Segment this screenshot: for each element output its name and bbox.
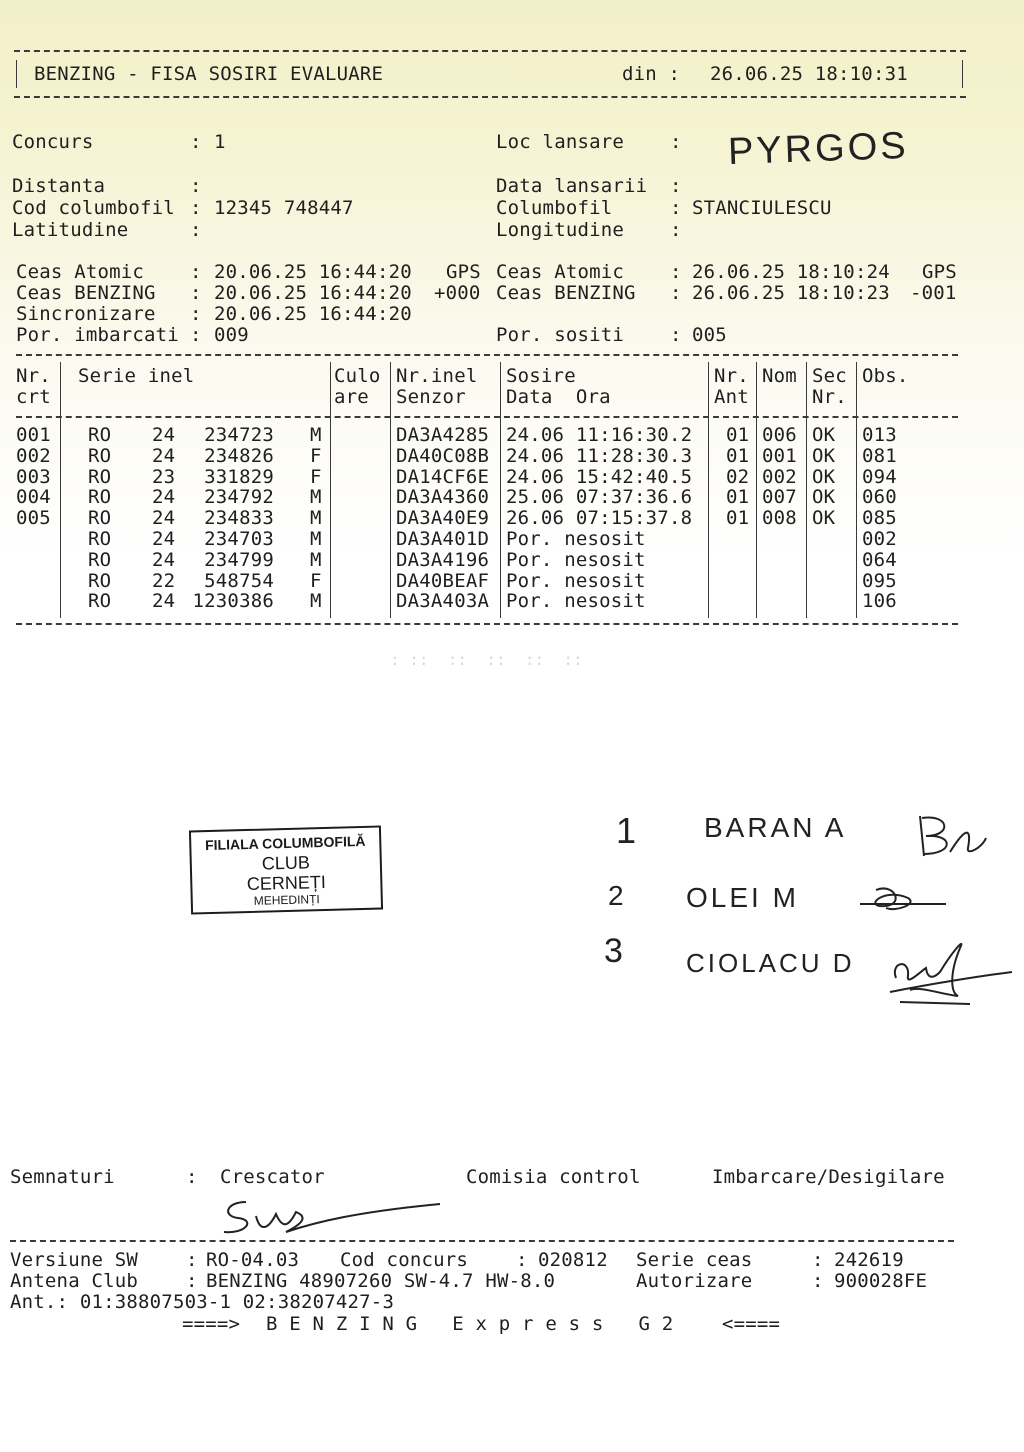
colon: : <box>670 175 682 197</box>
cell-sex: M <box>310 424 322 446</box>
cell-sec: OK <box>812 424 836 446</box>
cell-nr: 001 <box>16 424 51 446</box>
cod-value: 12345 748447 <box>214 197 354 219</box>
antena-value: BENZING 48907260 SW-4.7 HW-8.0 <box>206 1270 556 1292</box>
header-left-border <box>16 60 17 88</box>
colon: : <box>190 175 202 197</box>
clock-right-0-extra: GPS <box>922 261 957 283</box>
colon: : <box>190 197 202 219</box>
cell-obs: 064 <box>862 548 897 571</box>
distanta-label: Distanta <box>12 175 106 197</box>
data-lansarii-label: Data lansarii <box>496 175 648 197</box>
header-are: are <box>334 386 369 408</box>
cell-an: 24 <box>152 507 176 530</box>
header-culo: Culo <box>334 365 381 387</box>
stamp-line-4: MEHEDINȚI <box>253 892 320 908</box>
col-divider <box>856 362 857 618</box>
cell-inel: 234833 <box>204 507 274 530</box>
cell-sex: F <box>310 569 322 592</box>
imbarcati-value: 009 <box>214 324 249 346</box>
colon: : <box>670 131 682 153</box>
cell-sex: F <box>310 444 322 467</box>
cell-sex: M <box>310 507 322 530</box>
cell-sosire: Por. nesosit <box>506 528 646 550</box>
committee-name-3: CIOLACU D <box>686 948 855 978</box>
loc-value-handwritten: PYRGOS <box>727 124 910 174</box>
cell-obs: 094 <box>862 465 897 488</box>
colon: : <box>670 197 682 219</box>
autorizare-value: 900028FE <box>834 1270 928 1292</box>
cell-tara: RO <box>88 486 112 509</box>
header-ant-nr: Nr. <box>714 365 749 387</box>
stamp-line-3: CERNEȚI <box>246 871 327 895</box>
semnaturi-label: Semnaturi <box>10 1166 115 1188</box>
stamp-line-2: CLUB <box>261 852 311 874</box>
cell-ant: 01 <box>726 444 750 467</box>
header-senzor: Senzor <box>396 386 466 408</box>
cell-senzor: DA40C08B <box>396 444 490 467</box>
cell-sosire: 24.06 11:16:30.2 <box>506 424 693 446</box>
committee-name-2: OLEI M <box>686 882 799 913</box>
brand-name: B E N Z I N G E x p r e s s G 2 <box>266 1313 674 1335</box>
cod-concurs-label: Cod concurs <box>340 1249 469 1271</box>
cell-an: 24 <box>152 486 176 509</box>
cell-tara: RO <box>88 528 112 550</box>
cell-sec: OK <box>812 465 836 488</box>
versiune-label: Versiune SW <box>10 1249 139 1271</box>
header-sosire: Sosire <box>506 365 576 387</box>
header-top-border <box>14 50 966 52</box>
cell-nom: 008 <box>762 507 797 530</box>
cell-nom: 002 <box>762 465 797 488</box>
colon: : <box>670 324 682 346</box>
document-title: BENZING - FISA SOSIRI EVALUARE <box>34 63 384 85</box>
cell-senzor: DA3A4285 <box>396 424 490 446</box>
autorizare-label: Autorizare <box>636 1270 753 1292</box>
columbofil-label: Columbofil <box>496 197 613 219</box>
clock-right-1-value: 26.06.25 18:10:23 <box>692 282 890 304</box>
cell-inel: 548754 <box>204 569 274 592</box>
cell-obs: 060 <box>862 486 897 509</box>
versiune-value: RO-04.03 <box>206 1249 300 1271</box>
clock-left-1-value: 20.06.25 16:44:20 <box>214 282 412 304</box>
committee-name-1: BARAN A <box>704 812 847 843</box>
col-divider <box>330 362 331 618</box>
sositi-value: 005 <box>692 324 727 346</box>
brand-arrow-right: <==== <box>722 1313 781 1335</box>
serie-ceas-label: Serie ceas <box>636 1249 753 1271</box>
header-sec-nr: Nr. <box>812 386 847 408</box>
colon: : <box>186 1166 198 1188</box>
imbarcati-label: Por. imbarcati <box>16 324 179 346</box>
cell-sex: M <box>310 528 322 550</box>
cell-tara: RO <box>88 465 112 488</box>
colon: : <box>190 261 202 283</box>
cell-inel: 234723 <box>204 424 274 446</box>
colon: : <box>190 303 202 325</box>
colon: : <box>670 219 682 241</box>
committee-num-1: 1 <box>616 810 640 851</box>
cell-obs: 081 <box>862 444 897 467</box>
cell-ant: 02 <box>726 465 750 488</box>
cell-an: 24 <box>152 528 176 550</box>
table-bottom-border <box>16 623 958 625</box>
colon: : <box>190 282 202 304</box>
cell-tara: RO <box>88 444 112 467</box>
cell-sex: M <box>310 590 322 613</box>
cell-sosire: 26.06 07:15:37.8 <box>506 507 693 530</box>
cell-sex: F <box>310 465 322 488</box>
cell-an: 23 <box>152 465 176 488</box>
cell-inel: 234799 <box>204 548 274 571</box>
cell-sex: M <box>310 548 322 571</box>
clock-left-1-extra: +000 <box>434 282 481 304</box>
columbofil-value: STANCIULESCU <box>692 197 832 219</box>
cell-nom: 001 <box>762 444 797 467</box>
cell-inel: 234826 <box>204 444 274 467</box>
colon: : <box>812 1249 824 1271</box>
cell-tara: RO <box>88 569 112 592</box>
cell-obs: 106 <box>862 590 897 613</box>
cell-sec: OK <box>812 507 836 530</box>
antenna-ids: Ant.: 01:38807503-1 02:38207427-3 <box>10 1291 395 1313</box>
colon: : <box>670 282 682 304</box>
imbarcare-label: Imbarcare/Desigilare <box>712 1166 945 1188</box>
cell-obs: 002 <box>862 528 897 550</box>
clock-left-2-label: Sincronizare <box>16 303 156 325</box>
cell-tara: RO <box>88 590 112 613</box>
colon: : <box>190 324 202 346</box>
col-divider <box>500 362 501 618</box>
antena-label: Antena Club <box>10 1270 139 1292</box>
colon: : <box>670 261 682 283</box>
cell-inel: 234703 <box>204 528 274 550</box>
cell-nom: 007 <box>762 486 797 509</box>
header-serie: Serie inel <box>78 365 195 387</box>
cell-sosire: 24.06 11:28:30.3 <box>506 444 693 467</box>
footer-top-border <box>10 1240 954 1242</box>
handwritten-signature-2 <box>856 878 956 918</box>
header-crt: crt <box>16 386 51 408</box>
colon: : <box>186 1249 198 1271</box>
header-sec: Sec <box>812 365 847 387</box>
committee-num-3: 3 <box>604 932 626 970</box>
cell-ant: 01 <box>726 486 750 509</box>
cell-senzor: DA14CF6E <box>396 465 490 488</box>
col-divider <box>806 362 807 618</box>
clock-left-0-label: Ceas Atomic <box>16 261 145 283</box>
cell-sosire: Por. nesosit <box>506 569 646 592</box>
colon: : <box>190 219 202 241</box>
clock-left-1-label: Ceas BENZING <box>16 282 156 304</box>
col-divider <box>708 362 709 618</box>
clock-right-1-extra: -001 <box>910 282 957 304</box>
colon: : <box>186 1270 198 1292</box>
sositi-label: Por. sositi <box>496 324 625 346</box>
loc-label: Loc lansare <box>496 131 625 153</box>
cell-senzor: DA3A401D <box>396 528 490 550</box>
header-data-ora: Data Ora <box>506 386 611 408</box>
serie-ceas-value: 242619 <box>834 1249 904 1271</box>
brand-arrow-left: ====> <box>182 1313 241 1335</box>
cell-nr: 003 <box>16 465 51 488</box>
cell-an: 24 <box>152 548 176 571</box>
cell-tara: RO <box>88 424 112 446</box>
cell-an: 24 <box>152 590 176 613</box>
header-ant: Ant <box>714 386 749 408</box>
cell-nr: 004 <box>16 486 51 509</box>
header-obs: Obs. <box>862 365 909 387</box>
clock-right-0-value: 26.06.25 18:10:24 <box>692 261 890 283</box>
cell-senzor: DA3A4196 <box>396 548 490 571</box>
cell-nr: 002 <box>16 444 51 467</box>
date-label: din : <box>622 63 681 85</box>
col-divider <box>390 362 391 618</box>
cell-tara: RO <box>88 548 112 571</box>
cell-nr: 005 <box>16 507 51 530</box>
cell-obs: 085 <box>862 507 897 530</box>
cell-sosire: 25.06 07:37:36.6 <box>506 486 693 509</box>
cell-nom: 006 <box>762 424 797 446</box>
comisia-label: Comisia control <box>466 1166 641 1188</box>
clock-right-0-label: Ceas Atomic <box>496 261 625 283</box>
table-header-border <box>16 416 958 418</box>
committee-num-2: 2 <box>608 880 627 911</box>
cell-sec: OK <box>812 486 836 509</box>
header-right-border <box>962 60 963 88</box>
cell-sosire: Por. nesosit <box>506 548 646 571</box>
cell-an: 24 <box>152 444 176 467</box>
clock-right-1-label: Ceas BENZING <box>496 282 636 304</box>
clock-left-2-value: 20.06.25 16:44:20 <box>214 303 412 325</box>
cell-sex: M <box>310 486 322 509</box>
cell-an: 24 <box>152 424 176 446</box>
cell-inel: 1230386 <box>192 590 274 613</box>
stamp-line-1: FILIALA COLUMBOFILĂ <box>204 832 366 854</box>
clock-left-0-extra: GPS <box>446 261 481 283</box>
cell-sosire: Por. nesosit <box>506 590 646 613</box>
colon: : <box>812 1270 824 1292</box>
cell-sec: OK <box>812 444 836 467</box>
handwritten-signature-3 <box>880 932 1020 1012</box>
table-top-border <box>16 354 958 356</box>
colon: : <box>516 1249 528 1271</box>
clock-left-0-value: 20.06.25 16:44:20 <box>214 261 412 283</box>
header-nr: Nr. <box>16 365 51 387</box>
latitudine-label: Latitudine <box>12 219 129 241</box>
cell-ant: 01 <box>726 507 750 530</box>
cell-senzor: DA3A403A <box>396 590 490 613</box>
cell-senzor: DA40BEAF <box>396 569 490 592</box>
col-divider <box>60 362 61 618</box>
cell-senzor: DA3A4360 <box>396 486 490 509</box>
cell-senzor: DA3A40E9 <box>396 507 490 530</box>
header-nom: Nom <box>762 365 797 387</box>
cell-obs: 095 <box>862 569 897 592</box>
handwritten-signature-1 <box>910 808 990 864</box>
cod-concurs-value: 020812 <box>538 1249 608 1271</box>
club-stamp <box>189 826 383 915</box>
cell-inel: 234792 <box>204 486 274 509</box>
cell-obs: 013 <box>862 424 897 446</box>
colon: : <box>190 131 202 153</box>
longitudine-label: Longitudine <box>496 219 625 241</box>
header-bottom-border <box>14 96 966 98</box>
cell-an: 22 <box>152 569 176 592</box>
concurs-label: Concurs <box>12 131 94 153</box>
show-through-marks: : :: :: :: :: :: <box>390 650 583 669</box>
cell-tara: RO <box>88 507 112 530</box>
header-nrinel: Nr.inel <box>396 365 478 387</box>
crescator-label: Crescator <box>220 1166 325 1188</box>
cell-sosire: 24.06 15:42:40.5 <box>506 465 693 488</box>
cod-label: Cod columbofil <box>12 197 175 219</box>
cell-ant: 01 <box>726 424 750 446</box>
concurs-value: 1 <box>214 131 226 153</box>
crescator-signature <box>216 1192 446 1242</box>
date-value: 26.06.25 18:10:31 <box>710 63 908 85</box>
cell-inel: 331829 <box>204 465 274 488</box>
col-divider <box>756 362 757 618</box>
